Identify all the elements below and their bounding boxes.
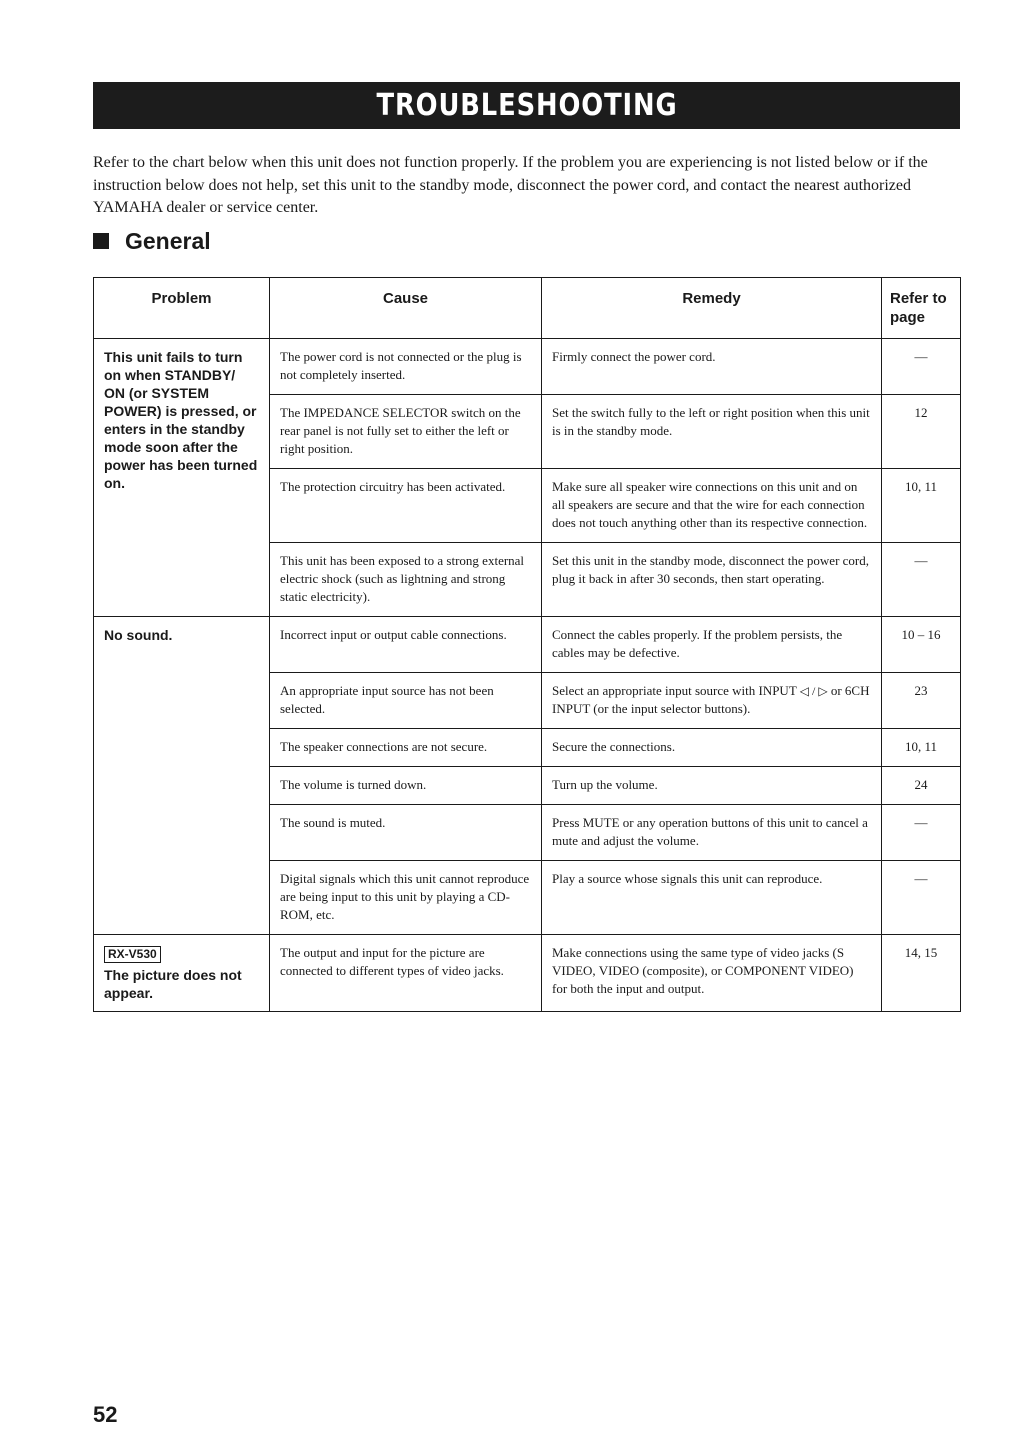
problem-cell: No sound.: [94, 617, 270, 935]
section-title: General: [125, 227, 211, 254]
cause-cell: The power cord is not connected or the plug is not completely inserted.: [270, 339, 542, 395]
model-badge: RX-V530: [104, 946, 161, 963]
table-row: [94, 935, 961, 1012]
remedy-text: Select an appropriate input source with INPUT: [552, 683, 797, 698]
remedy-cell: Make connections using the same type of video jacks (S VIDEO, VIDEO (composite), or COMPONENT VIDEO) for both the input and output.: [542, 935, 882, 1012]
page-ref-cell: —: [882, 805, 961, 861]
page-ref-cell: 24: [882, 767, 961, 805]
cause-cell: Incorrect input or output cable connections.: [270, 617, 542, 673]
problem-text: The picture does not appear.: [104, 967, 242, 1001]
remedy-cell: Play a source whose signals this unit can reproduce.: [542, 861, 882, 935]
page-ref-cell: —: [882, 543, 961, 617]
cause-cell: The protection circuitry has been activated.: [270, 469, 542, 543]
remedy-cell: Firmly connect the power cord.: [542, 339, 882, 395]
cause-cell: Digital signals which this unit cannot reproduce are being input to this unit by playing a CD-ROM, etc.: [270, 861, 542, 935]
remedy-cell: Make sure all speaker wire connections on this unit and on all speakers are secure and that the wire for each connection does not touch anything other than its respective connection.: [542, 469, 882, 543]
square-bullet-icon: [93, 233, 109, 249]
problem-cell: This unit fails to turn on when STANDBY/ ON (or SYSTEM POWER) is pressed, or enters in the standby mode soon after the power has been turned on.: [94, 339, 270, 617]
remedy-cell: [542, 673, 882, 729]
cause-cell: This unit has been exposed to a strong external electric shock (such as lightning and strong static electricity).: [270, 543, 542, 617]
header-problem: Problem: [94, 278, 270, 339]
page-ref-cell: 10, 11: [882, 469, 961, 543]
remedy-cell: Connect the cables properly. If the problem persists, the cables may be defective.: [542, 617, 882, 673]
table-row: [94, 617, 961, 673]
page-ref-cell: —: [882, 339, 961, 395]
page-ref-cell: 10, 11: [882, 729, 961, 767]
table-header-row: [94, 278, 961, 339]
page-ref-cell: 10 – 16: [882, 617, 961, 673]
remedy-cell: Secure the connections.: [542, 729, 882, 767]
header-refer-to-page: Refer to page: [882, 278, 961, 339]
page-ref-cell: 12: [882, 395, 961, 469]
problem-cell: [94, 935, 270, 1012]
intro-paragraph: Refer to the chart below when this unit does not function properly. If the problem you are experiencing is not listed below or if the instruction below does not help, set this unit to the standby mode, disconnect the power cord, and contact the nearest authorized YAMAHA dealer or service center.: [93, 154, 928, 216]
troubleshooting-table: [93, 277, 961, 1012]
header-cause: Cause: [270, 278, 542, 339]
cause-cell: The sound is muted.: [270, 805, 542, 861]
remedy-cell: Turn up the volume.: [542, 767, 882, 805]
page-title-text: TROUBLESHOOTING: [375, 88, 677, 123]
table-row: [94, 339, 961, 395]
remedy-text: or 6CH INPUT (or the input selector buttons).: [552, 683, 870, 716]
remedy-cell: Press MUTE or any operation buttons of this unit to cancel a mute and adjust the volume.: [542, 805, 882, 861]
page-ref-cell: —: [882, 861, 961, 935]
remedy-cell: Set this unit in the standby mode, disconnect the power cord, plug it back in after 30 seconds, then start operating.: [542, 543, 882, 617]
cause-cell: The volume is turned down.: [270, 767, 542, 805]
input-left-right-icon: ◁ / ▷: [799, 684, 828, 698]
cause-cell: The IMPEDANCE SELECTOR switch on the rear panel is not fully set to either the left or right position.: [270, 395, 542, 469]
cause-cell: The output and input for the picture are connected to different types of video jacks.: [270, 935, 542, 1012]
cause-cell: An appropriate input source has not been selected.: [270, 673, 542, 729]
header-remedy: Remedy: [542, 278, 882, 339]
cause-cell: The speaker connections are not secure.: [270, 729, 542, 767]
page-ref-cell: 23: [882, 673, 961, 729]
remedy-cell: Set the switch fully to the left or right position when this unit is in the standby mode.: [542, 395, 882, 469]
page-number: 52: [93, 1402, 118, 1427]
section-heading: [93, 226, 211, 256]
page-ref-cell: 14, 15: [882, 935, 961, 1012]
page-title: [93, 82, 960, 129]
